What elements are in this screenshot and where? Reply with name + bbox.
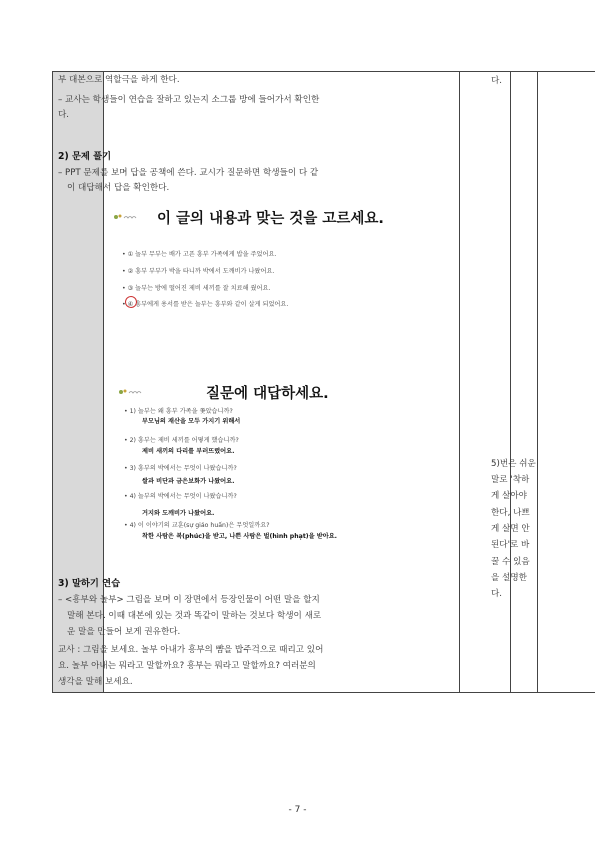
section-line: 말해 본다. 이때 대본에 있는 것과 똑같이 말하는 것보다 학생이 새로 xyxy=(67,611,322,621)
answer: 쌀과 비단과 금은보화가 나왔어요. xyxy=(142,478,235,485)
right-top-note: 다. xyxy=(491,76,503,86)
intro-line: – 교사는 학생들이 연습을 잘하고 있는지 소그룹 방에 들어가서 확인한 xyxy=(58,95,320,105)
sprout-icon xyxy=(118,387,142,397)
answer-option: • ① 놀부 무부는 배가 고픈 흥부 가족에게 밥을 주었어요. xyxy=(122,251,277,258)
answer-option: • ② 흥부 부부가 박을 타니까 박에서 도깨비가 나왔어요. xyxy=(122,268,275,275)
section-line: 요. 놀부 아내는 뭐라고 말할까요? 흥부는 뭐라고 말할까요? 여러분의 xyxy=(58,661,316,671)
section-line: 생각을 말해 보세요. xyxy=(58,677,133,687)
question: • 4) 놀부의 박에서는 무엇이 나왔습니까? xyxy=(124,493,237,500)
answer: 제비 새끼의 다리를 부러뜨렸어요. xyxy=(142,448,235,455)
section-heading: 2) 문제 풀기 xyxy=(58,151,112,162)
question: • 3) 흥부의 박에서는 무엇이 나왔습니까? xyxy=(124,465,237,472)
section-line: – PPT 문제를 보며 답을 공책에 쓴다. 교시가 질문하면 학생들이 다 같 xyxy=(58,168,319,178)
answer: 거지와 도깨비가 나왔어요. xyxy=(142,510,215,517)
question: • 2) 흥부는 제비 세끼를 어떻게 했습니까? xyxy=(124,437,239,444)
answer-option: • ④ 흥부에게 용서를 받은 놀부는 흥부와 같이 살게 되었어요. xyxy=(122,301,289,308)
right-note-line: 된다'로 바 xyxy=(491,540,530,550)
right-note-line: 을 설명한 xyxy=(491,573,527,583)
section-line: 운 말을 만들어 보게 권유한다. xyxy=(67,627,181,637)
slide-title: 질문에 대답하세요. xyxy=(206,386,329,402)
answer-circle-mark xyxy=(125,296,137,308)
right-note-line: 한다, 나쁘 xyxy=(491,508,530,518)
answer-option: • ③ 놀부는 방에 떨어진 제비 세끼를 잘 치료해 줬어요. xyxy=(122,285,271,292)
answer: 부모님의 재산을 모두 가지기 위해서 xyxy=(142,418,241,425)
section-line: 교사 : 그림을 보세요. 놀부 아내가 흥부의 뺨을 밥주걱으로 때리고 있어 xyxy=(58,645,324,655)
right-note-line: 꿀 수 있음 xyxy=(491,557,530,567)
section-line: – <흥부와 놀부> 그림을 보며 이 장면에서 등장인물이 어떤 말을 할지 xyxy=(58,595,320,605)
intro-line: 다. xyxy=(58,110,70,120)
right-note-line: 게 살면 안 xyxy=(491,524,530,534)
section-heading: 3) 말하기 연습 xyxy=(58,578,121,589)
question: • 4) 이 이야기의 교훈(sự giáo huấn)은 무엇일까요? xyxy=(124,522,270,529)
answer: 착한 사람은 복(phúc)을 받고, 나쁜 사람은 벌(hình phạt)을 받아요. xyxy=(142,533,338,540)
sprout-icon xyxy=(113,212,137,222)
question: • 1) 놀부는 왜 흥부 가족을 쫓았습니까? xyxy=(124,408,233,415)
right-note-line: 말로 '착하 xyxy=(491,475,530,485)
intro-line: 부 대본으로 역할극을 하게 한다. xyxy=(58,75,180,85)
section-line: 이 대답해서 답을 확인한다. xyxy=(67,183,170,193)
right-note-line: 게 살아야 xyxy=(491,491,527,501)
right-note-line: 다. xyxy=(491,589,503,599)
page-number: - 7 - xyxy=(288,805,307,815)
right-note-line: 5)번은 쉬운 xyxy=(491,459,536,469)
slide-title: 이 글의 내용과 맞는 것을 고르세요. xyxy=(157,211,384,227)
